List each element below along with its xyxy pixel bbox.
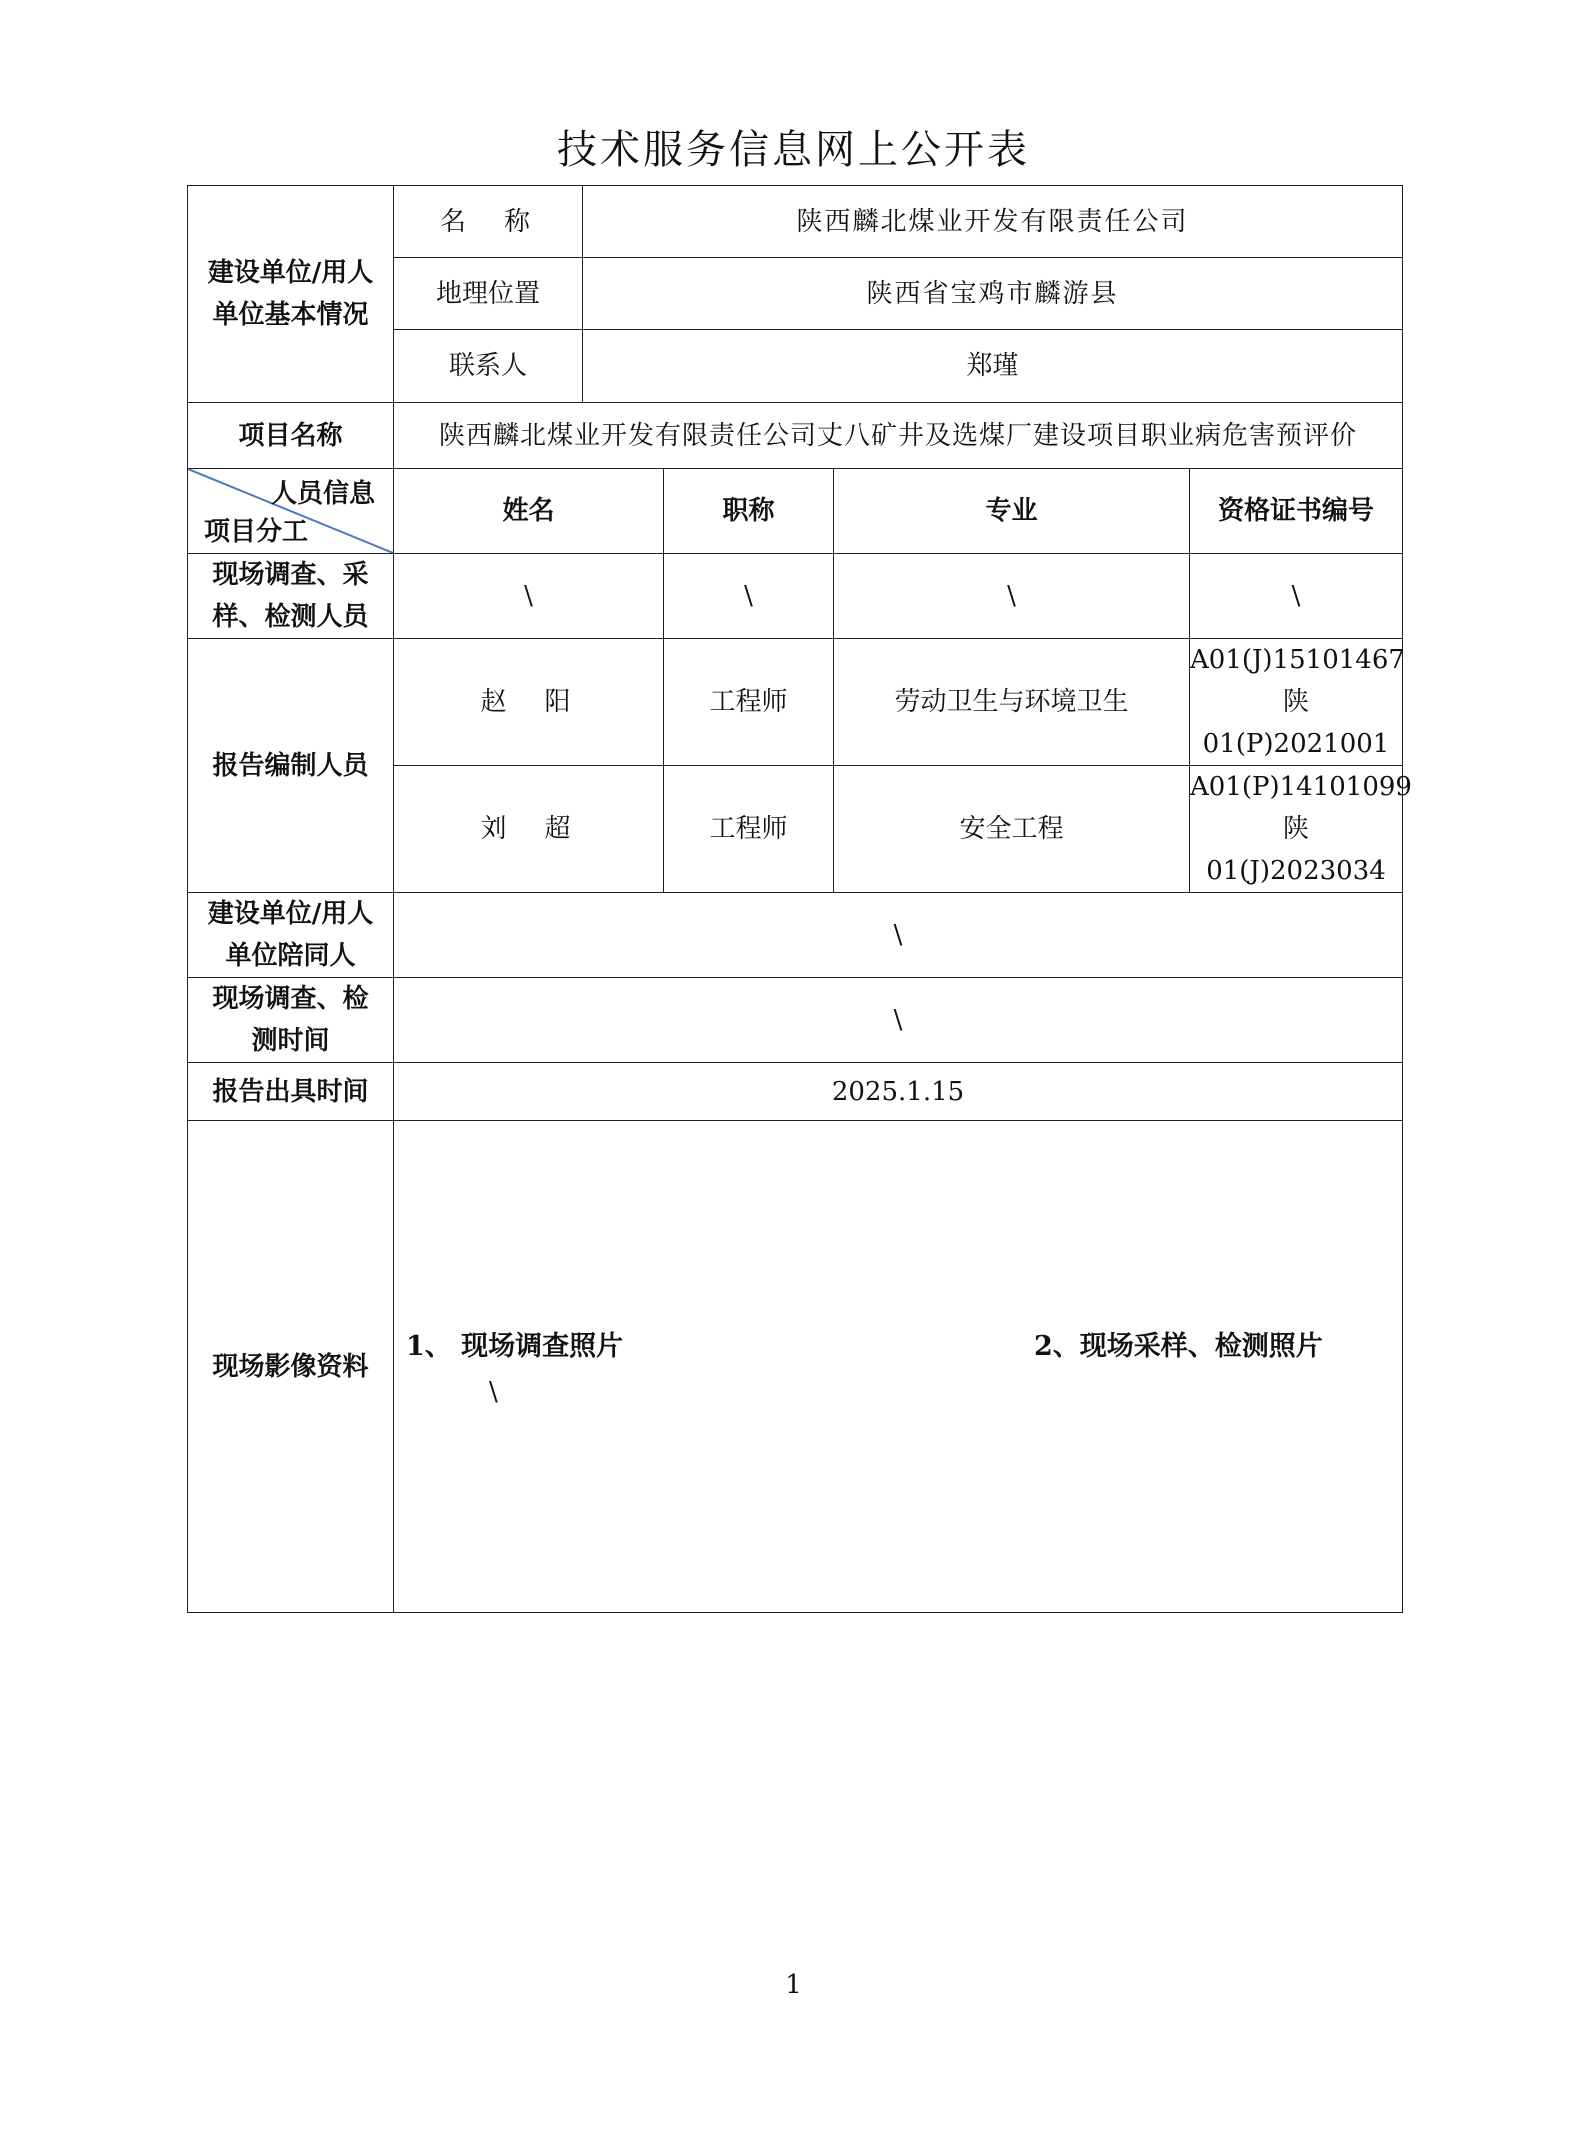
survey-staff-label: 现场调查、采样、检测人员 — [188, 554, 394, 639]
cert-line: A01(J)15101467 — [1190, 645, 1405, 675]
report-staff-label: 报告编制人员 — [188, 639, 394, 893]
survey-staff-title: \ — [664, 554, 834, 639]
photo1-label: 1、 现场调查照片 — [406, 1331, 624, 1362]
survey-staff-major: \ — [834, 554, 1190, 639]
photo2-label: 2、现场采样、检测照片 — [1034, 1331, 1323, 1362]
cert-line: 陕 01(J)2023034 — [1206, 814, 1386, 886]
col-header-major: 专业 — [834, 469, 1190, 554]
diag-bottom-label: 项目分工 — [204, 517, 309, 547]
survey-time-label: 现场调查、检测时间 — [188, 978, 394, 1063]
info-table — [187, 185, 1412, 1613]
page-number: 1 — [785, 1970, 802, 2000]
staff-major: 安全工程 — [834, 766, 1190, 893]
survey-staff-name: \ — [394, 554, 664, 639]
staff-name: 刘 超 — [394, 766, 664, 893]
survey-time-value: \ — [394, 978, 1403, 1063]
cert-line: 陕 01(P)2021001 — [1202, 687, 1390, 759]
escort-label: 建设单位/用人单位陪同人 — [188, 893, 394, 978]
cert-line: A01(P)14101099 — [1190, 772, 1412, 802]
staff-name: 赵 阳 — [394, 639, 664, 766]
contact-label: 联系人 — [394, 330, 583, 403]
escort-value: \ — [394, 893, 1403, 978]
diag-top-label: 人员信息 — [270, 479, 375, 509]
name-value: 陕西麟北煤业开发有限责任公司 — [583, 186, 1403, 258]
page-title: 技术服务信息网上公开表 — [557, 127, 1030, 173]
contact-value: 郑瑾 — [583, 330, 1403, 403]
survey-staff-cert: \ — [1190, 554, 1403, 639]
name-label: 名 称 — [394, 186, 583, 258]
media-label: 现场影像资料 — [188, 1121, 394, 1613]
basic-section-label: 建设单位/用人单位基本情况 — [188, 186, 394, 403]
staff-title: 工程师 — [664, 639, 834, 766]
col-header-name: 姓名 — [394, 469, 664, 554]
staff-major: 劳动卫生与环境卫生 — [834, 639, 1190, 766]
project-name-value: 陕西麟北煤业开发有限责任公司丈八矿井及选煤厂建设项目职业病危害预评价 — [394, 403, 1403, 469]
location-value: 陕西省宝鸡市麟游县 — [583, 258, 1403, 330]
staff-cert — [1190, 639, 1403, 766]
report-time-value: 2025.1.15 — [394, 1063, 1403, 1121]
staff-cert — [1190, 766, 1412, 893]
location-label: 地理位置 — [394, 258, 583, 330]
media-cell — [394, 1121, 1403, 1613]
staff-title: 工程师 — [664, 766, 834, 893]
col-header-cert: 资格证书编号 — [1190, 469, 1403, 554]
col-header-title: 职称 — [664, 469, 834, 554]
project-name-label: 项目名称 — [188, 403, 394, 469]
photo1-value: \ — [489, 1377, 498, 1407]
staff-diagonal-header — [188, 469, 394, 554]
report-time-label: 报告出具时间 — [188, 1063, 394, 1121]
